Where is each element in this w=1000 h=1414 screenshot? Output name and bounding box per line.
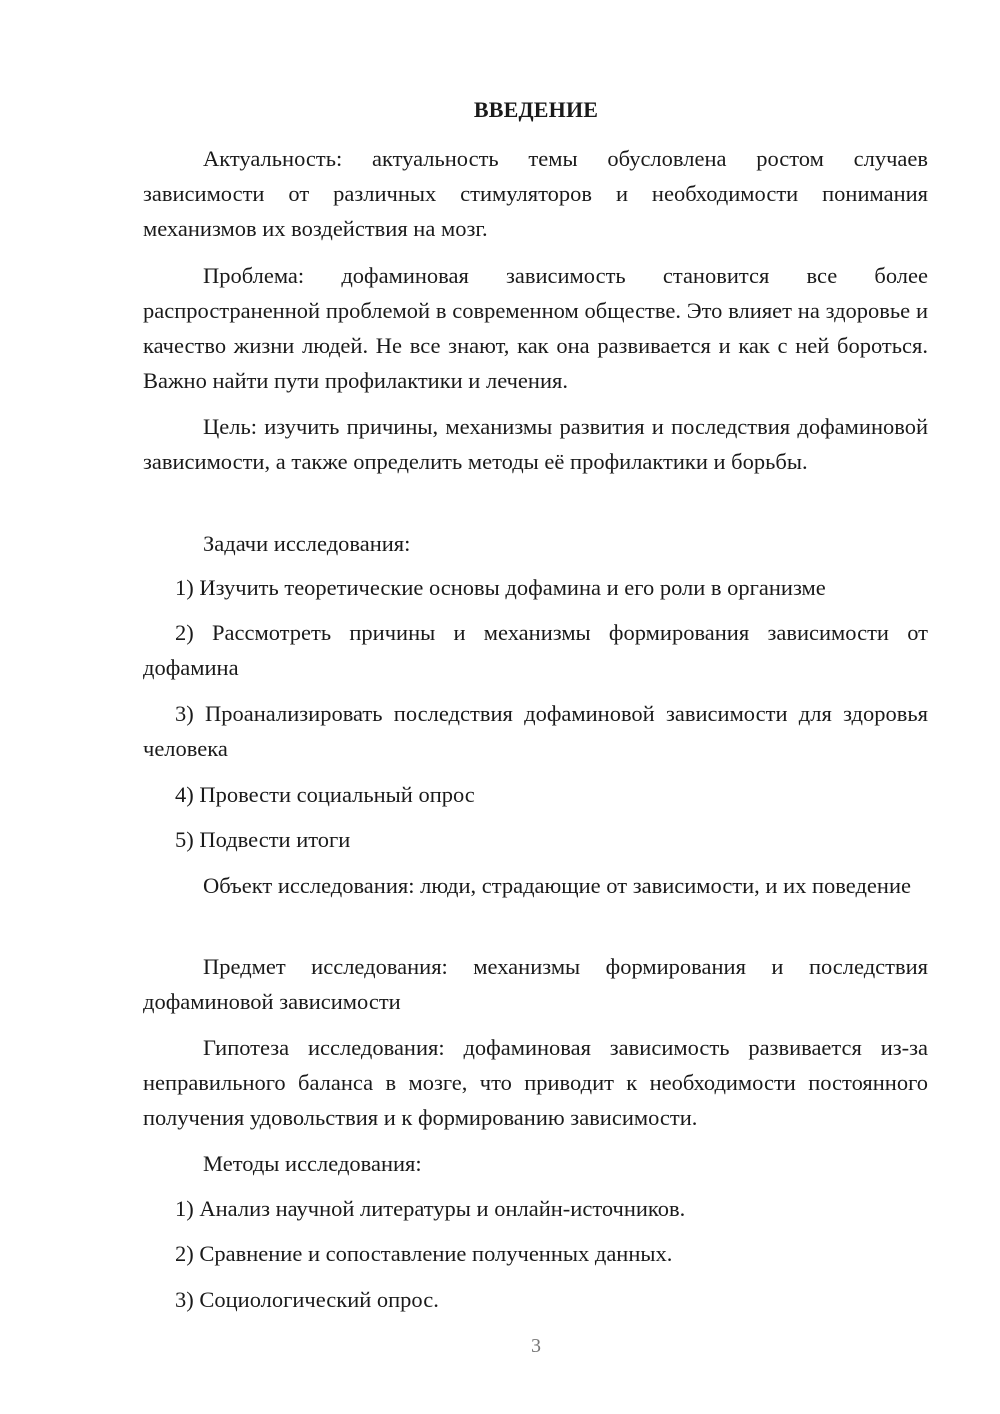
method-item-3: 3) Социологический опрос. [175,1287,439,1312]
hypothesis-paragraph: Гипотеза исследования: дофаминовая зависимость развивается из-за неправильного баланса в мозге, что приводит к необходимости постоянного получения удовольствия и к формированию зависимости. [143,1035,928,1130]
section-title: ВВЕДЕНИЕ [473,97,599,122]
methods-heading: Методы исследования: [203,1151,422,1176]
task-item-4: 4) Провести социальный опрос [175,782,475,807]
method-item-1: 1) Анализ научной литературы и онлайн-источников. [175,1196,686,1221]
task-item-2: 2) Рассмотреть причины и механизмы формирования зависимости от дофамина [143,620,928,680]
tasks-heading: Задачи исследования: [203,531,411,556]
page-number: 3 [531,1335,541,1357]
goal-paragraph: Цель: изучить причины, механизмы развития и последствия дофаминовой зависимости, а также определить методы её профилактики и борьбы. [143,414,928,474]
method-item-2: 2) Сравнение и сопоставление полученных данных. [175,1241,673,1266]
subject-paragraph: Предмет исследования: механизмы формирования и последствия дофаминовой зависимости [143,954,928,1014]
task-item-1: 1) Изучить теоретические основы дофамина и его роли в организме [175,575,826,600]
task-item-5: 5) Подвести итоги [175,827,351,852]
task-item-3: 3) Проанализировать последствия дофаминовой зависимости для здоровья человека [143,701,928,761]
object-paragraph: Объект исследования: люди, страдающие от зависимости, и их поведение [203,873,911,898]
problem-paragraph: Проблема: дофаминовая зависимость становится все более распространенной проблемой в современном обществе. Это влияет на здоровье и качество жизни людей. Не все знают, как она развивается и как с ней бороться. Важно найти пути профилактики и лечения. [143,263,928,393]
relevance-paragraph: Актуальность: актуальность темы обусловлена ростом случаев зависимости от различных стимуляторов и необходимости понимания механизмов их воздействия на мозг. [143,146,928,241]
